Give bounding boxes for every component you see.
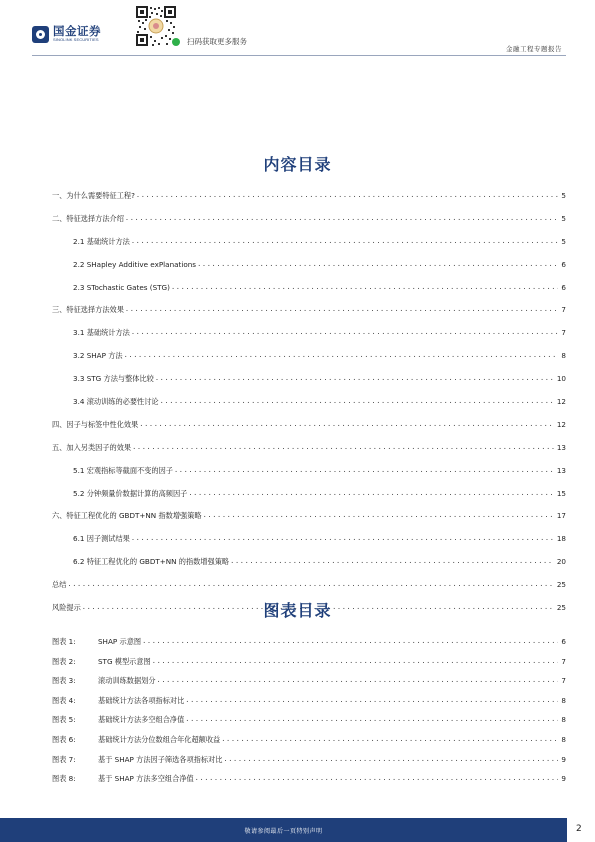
figure-entry[interactable]: 图表 2: STG 模型示意图 ..... 7	[52, 657, 566, 677]
toc-entry[interactable]: 5.2 分钟频量价数据计算的高频因子 ..... 15	[52, 489, 566, 512]
footer-disclaimer: 敬请参阅最后一页特别声明	[244, 828, 323, 835]
toc-entry[interactable]: 6.1 因子测试结果 ..... 18	[52, 534, 566, 557]
toc-entry[interactable]: 2.3 STochastic Gates (STG) ..... 6	[52, 283, 566, 306]
toc-title: 内容目录	[263, 155, 332, 174]
toc-entry[interactable]: 3.3 STG 方法与整体比较 ..... 10	[52, 374, 566, 397]
toc-entry[interactable]: 3.4 滚动训练的必要性讨论 ..... 12	[52, 397, 566, 420]
sinolink-logo	[32, 25, 101, 43]
toc-entry[interactable]: 五、加入另类因子的效果 ..... 13	[52, 443, 566, 466]
toc-entry[interactable]: 六、特征工程优化的 GBDT+NN 指数增强策略 ..... 17	[52, 511, 566, 534]
page-header	[0, 0, 595, 60]
toc-entry[interactable]: 3.2 SHAP 方法 ..... 8	[52, 351, 566, 374]
toc-entry[interactable]: 5.1 宏观指标等截面不变的因子 ..... 13	[52, 466, 566, 489]
toc-entry[interactable]: 3.1 基础统计方法 ..... 7	[52, 328, 566, 351]
sinolink-logo-mark-icon	[32, 26, 49, 43]
header-divider	[32, 55, 566, 56]
toc-list	[52, 191, 566, 626]
figure-entry[interactable]: 图表 7: 基于 SHAP 方法因子筛选各项指标对比 ..... 9	[52, 755, 566, 775]
toc-entry[interactable]: 2.2 SHapley Additive exPlanations ..... 6	[52, 260, 566, 283]
figures-title: 图表目录	[263, 601, 332, 620]
logo-english-name: SINOLINK SECURITIES	[53, 37, 99, 42]
figure-list	[52, 637, 566, 794]
page-footer	[0, 818, 595, 842]
toc-entry[interactable]: 总结 ..... 25	[52, 580, 566, 603]
report-type-label: 金融工程专题报告	[506, 45, 562, 53]
toc-entry[interactable]: 四、因子与标签中性化效果 ..... 12	[52, 420, 566, 443]
figure-entry[interactable]: 图表 5: 基础统计方法多空组合净值 ..... 8	[52, 715, 566, 735]
figure-entry[interactable]: 图表 8: 基于 SHAP 方法多空组合净值 ..... 9	[52, 774, 566, 794]
qr-code-icon[interactable]	[135, 5, 177, 47]
toc-entry[interactable]: 6.2 特征工程优化的 GBDT+NN 的指数增强策略 ..... 20	[52, 557, 566, 580]
toc-entry[interactable]: 风险提示 ..... 25	[52, 603, 566, 626]
qr-caption: 扫码获取更多服务	[187, 37, 247, 46]
wechat-badge-icon	[172, 38, 180, 46]
figure-entry[interactable]: 图表 3: 滚动训练数据划分 ..... 7	[52, 676, 566, 696]
toc-entry[interactable]: 一、为什么需要特征工程? ..... 5	[52, 191, 566, 214]
toc-entry[interactable]: 二、特征选择方法介绍 ..... 5	[52, 214, 566, 237]
page-number: 2	[576, 824, 582, 834]
toc-entry[interactable]: 2.1 基础统计方法 ..... 5	[52, 237, 566, 260]
figure-entry[interactable]: 图表 6: 基础统计方法分位数组合年化超额收益 ..... 8	[52, 735, 566, 755]
figure-entry[interactable]: 图表 1: SHAP 示意图 ..... 6	[52, 637, 566, 657]
figure-entry[interactable]: 图表 4: 基础统计方法各项指标对比 ..... 8	[52, 696, 566, 716]
toc-entry[interactable]: 三、特征选择方法效果 ..... 7	[52, 305, 566, 328]
logo-chinese-name: 国金证券	[53, 24, 101, 38]
